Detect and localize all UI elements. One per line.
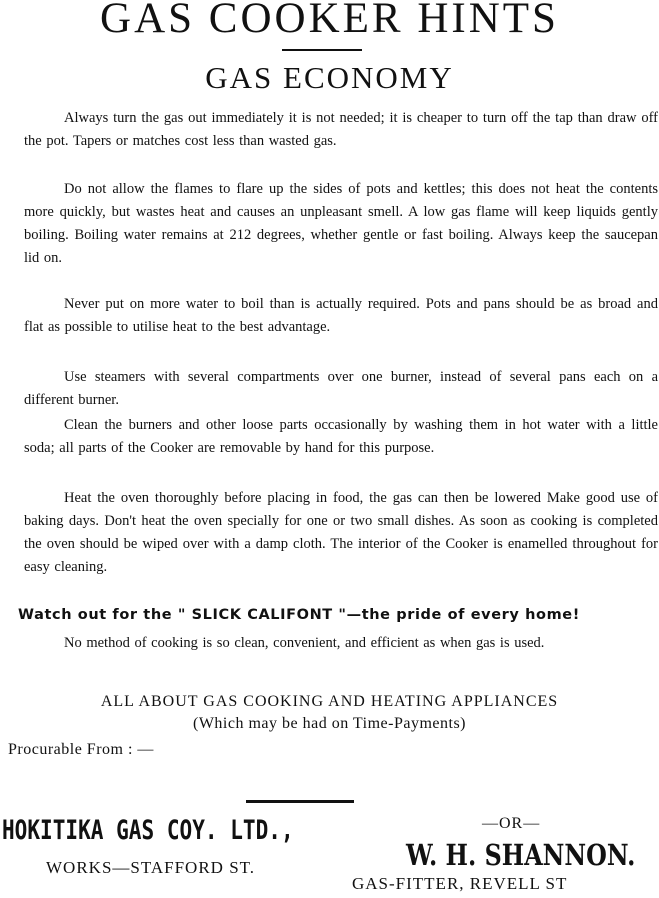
appliances-note: (Which may be had on Time-Payments) — [192, 715, 466, 732]
paragraph-closing: No method of cooking is so clean, convenient, and efficient as when gas is used. — [64, 635, 545, 651]
paragraph-turn-gas-out: Always turn the gas out immediately it is not needed; it is cheaper to turn off the tap than draw off the pot. Tapers or matches cost less than wasted gas. — [24, 110, 658, 149]
section-title: GAS ECONOMY — [205, 60, 454, 95]
slogan: Watch out for the " SLICK CALIFONT "—the pride of every home! — [18, 607, 580, 623]
appliances-heading: ALL ABOUT GAS COOKING AND HEATING APPLIANCES — [100, 693, 559, 710]
paragraph-flames: Do not allow the flames to flare up the sides of pots and kettles; this does not heat the contents more quickly, but wastes heat and causes an unpleasant smell. A low gas flame will keep liquids gently boiling. Boiling water remains at 212 degrees, whether gentle or fast boiling. Always keep the saucepan lid on. — [24, 181, 658, 266]
procurable-label: Procurable From : — — [8, 741, 154, 758]
supplier-left-address: WORKS—STAFFORD ST. — [46, 858, 256, 877]
paragraph-oven: Heat the oven thoroughly before placing in food, the gas can then be lowered Make good use of baking days. Don't heat the oven specially for one or two small dishes. As soon as cooking is completed the oven should be wiped over with a damp cloth. The interior of the Cooker is enamelled throughout for easy cleaning. — [24, 490, 658, 575]
footer-divider — [246, 800, 354, 803]
paragraph-burners: Clean the burners and other loose parts occasionally by washing them in hot water with a little soda; all parts of the Cooker are removable by hand for this purpose. — [24, 417, 658, 456]
or-separator: —OR— — [482, 815, 541, 832]
page-title: GAS COOKER HINTS — [100, 0, 559, 42]
title-divider — [282, 49, 362, 51]
paragraph-steamers: Use steamers with several compartments over one burner, instead of several pans each on a different burner. — [24, 369, 658, 408]
supplier-left-name: HOKITIKA GAS COY. LTD., — [2, 815, 294, 846]
supplier-right-name: W. H. SHANNON. — [406, 838, 636, 872]
paragraph-water: Never put on more water to boil than is actually required. Pots and pans should be as broad and flat as possible to utilise heat to the best advantage. — [24, 296, 658, 335]
supplier-right-address: GAS-FITTER, REVELL ST — [352, 874, 568, 893]
